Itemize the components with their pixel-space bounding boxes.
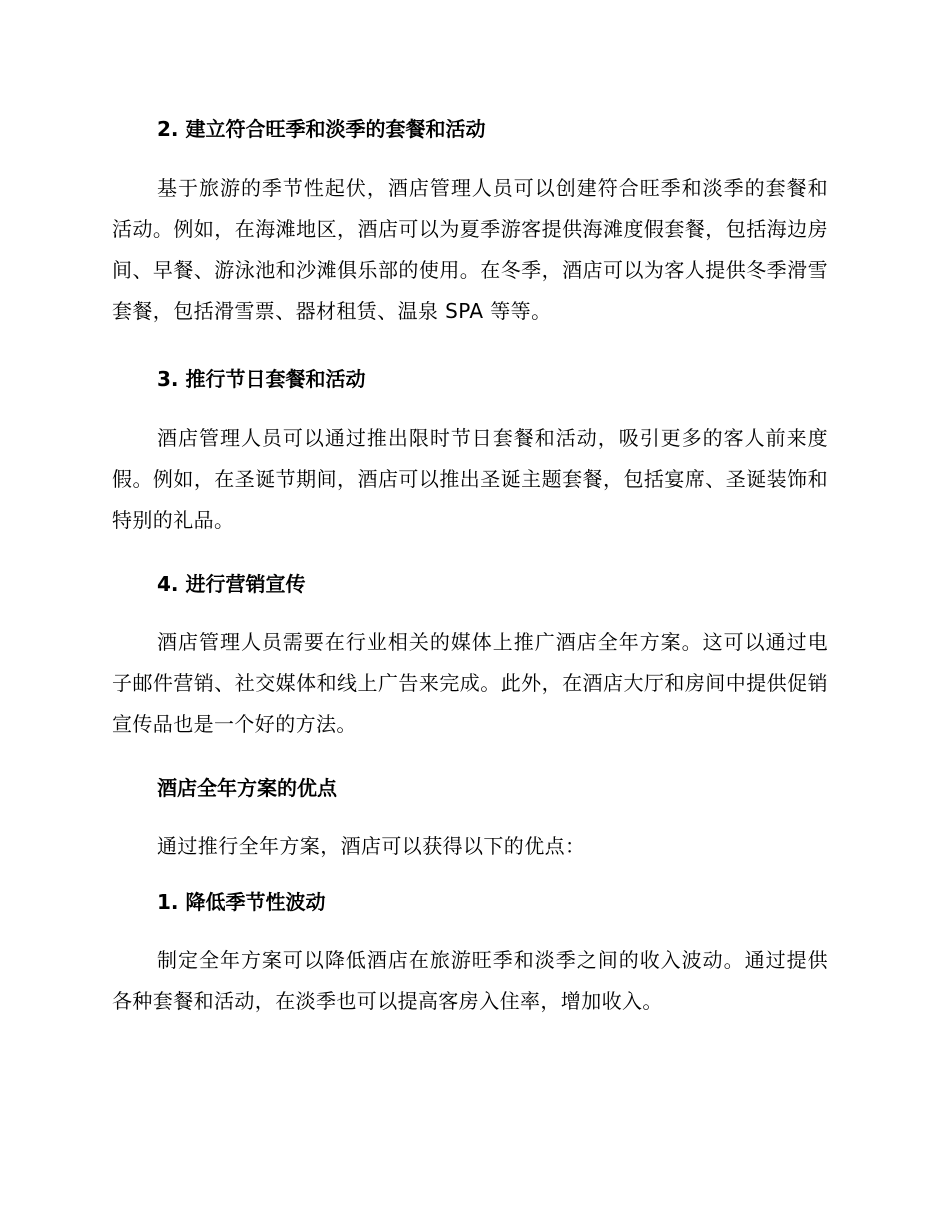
section-heading-seasonality: 1. 降低季节性波动 bbox=[157, 890, 326, 914]
section-body-holiday: 酒店管理人员可以通过推出限时节日套餐和活动，吸引更多的客人前来度假。例如，在圣诞节期间，酒店可以推出圣诞主题套餐，包括宴席、圣诞装饰和特别的礼品。 bbox=[112, 426, 828, 532]
section-body-advantages: 通过推行全年方案，酒店可以获得以下的优点： bbox=[157, 834, 586, 858]
section-body-seasonality: 制定全年方案可以降低酒店在旅游旺季和淡季之间的收入波动。通过提供各种套餐和活动，在淡季也可以提高客房入住率，增加收入。 bbox=[112, 948, 828, 1013]
section-heading-packages: 2. 建立符合旺季和淡季的套餐和活动 bbox=[157, 117, 486, 141]
section-heading-advantages: 酒店全年方案的优点 bbox=[157, 776, 337, 800]
section-body-marketing: 酒店管理人员需要在行业相关的媒体上推广酒店全年方案。这可以通过电子邮件营销、社交媒体和线上广告来完成。此外，在酒店大厅和房间中提供促销宣传品也是一个好的方法。 bbox=[112, 630, 828, 736]
section-heading-marketing: 4. 进行营销宣传 bbox=[157, 572, 306, 596]
section-body-packages: 基于旅游的季节性起伏，酒店管理人员可以创建符合旺季和淡季的套餐和活动。例如，在海滩地区，酒店可以为夏季游客提供海滩度假套餐，包括海边房间、早餐、游泳池和沙滩俱乐部的使用。在冬季，酒店可以为客人提供冬季滑雪套餐，包括滑雪票、器材租赁、温泉 SPA 等等。 bbox=[112, 176, 828, 323]
section-heading-holiday: 3. 推行节日套餐和活动 bbox=[157, 367, 366, 391]
